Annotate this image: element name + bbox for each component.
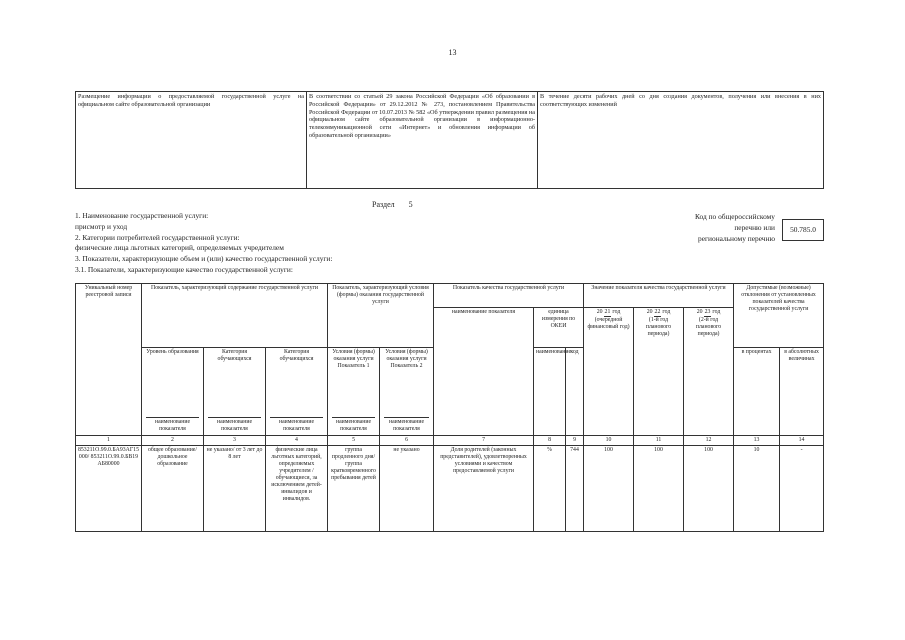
hdr-deviation: Допустимые (возможные) отклонения от установленных показателей качества государственной услуги	[734, 284, 824, 348]
table-row	[76, 445, 824, 531]
line-consumers-value: физические лица льготных категорий, определяемых учредителем	[75, 243, 284, 253]
line-indicators: 3. Показатели, характеризующие объем и (или) качество государственной услуги:	[75, 254, 333, 264]
hdr-quality: Показатель качества государственной услуги	[434, 284, 584, 308]
hdr-unit-name: наименование	[534, 348, 566, 436]
cell-value-1: 100	[584, 445, 634, 531]
cell-category-1: не указано/ от 3 лет до 8 лет	[204, 445, 266, 531]
hdr-absolute: в абсолютных величинах	[780, 348, 824, 436]
info-cell-3: В течение десяти рабочих дней со дня создания документов, получения или внесения в них соответствующих изменений	[538, 92, 824, 189]
service-info	[75, 211, 332, 276]
hdr-value: Значение показателя качества государственной услуги	[584, 284, 734, 308]
cell-category-2: физические лица льготных категорий, определяемых учредителем / обучающиеся, за исключением детей-инвалидов и инвалидов.	[266, 445, 328, 531]
quality-table	[75, 283, 824, 532]
hdr-category-2: Категория обучающихся наименование показателя	[266, 348, 328, 436]
cell-condition-2: не указано	[380, 445, 434, 531]
hdr-indicator-name: наименование показателя	[434, 308, 534, 436]
cell-condition-1: группа продленного дня/ группа кратковременного пребывания детей	[328, 445, 380, 531]
line-service-name-label: 1. Наименование государственной услуги:	[75, 211, 209, 220]
line-consumers-label: 2. Категории потребителей государственной услуги:	[75, 232, 240, 242]
info-table	[75, 91, 824, 189]
cell-value-2: 100	[634, 445, 684, 531]
cell-unique: 853211О.99.0.БА93АГ15000/ 853211О.99.0.БВ19АБ80000	[76, 445, 142, 531]
hdr-category-1: Категория обучающихся наименование показателя	[204, 348, 266, 436]
hdr-year-3: 20 23 год (2-й год планового периода)	[684, 308, 734, 436]
hdr-percent: в процентах	[734, 348, 780, 436]
column-numbers-row: 1 2 3 4 5 6 7 8 9 10 11 12 13 14	[76, 436, 824, 446]
cell-deviation-percent: 10	[734, 445, 780, 531]
line-service-name-value: присмотр и уход	[75, 221, 128, 231]
page-number: 13	[448, 48, 457, 57]
registry-code-box: 50.785.0	[782, 219, 824, 241]
cell-unit: %	[534, 445, 566, 531]
section-heading: Раздел 5	[372, 200, 413, 209]
cell-code: 744	[566, 445, 584, 531]
hdr-year-1: 20 21 год (очередной финансовый год)	[584, 308, 634, 436]
hdr-condition-1: Условия (формы) оказания услуги Показатель 1 наименование показателя	[328, 348, 380, 436]
hdr-unit: единица измерения по ОКЕИ	[534, 308, 584, 348]
hdr-content: Показатель, характеризующий содержание государственной услуги	[142, 284, 328, 348]
registry-code-label: Код по общероссийскому перечню или региональному перечню	[694, 212, 775, 243]
cell-level: общее образование/ дошкольное образование	[142, 445, 204, 531]
hdr-year-2: 20 22 год (1-й год планового периода)	[634, 308, 684, 436]
line-quality-indicators: 3.1. Показатели, характеризующие качество государственной услуги:	[75, 264, 293, 274]
hdr-level: Уровень образования наименование показателя	[142, 348, 204, 436]
hdr-unique-number: Уникальный номер реестровой записи	[76, 284, 142, 436]
hdr-unit-code: код	[566, 348, 584, 436]
hdr-condition-2: Условия (формы) оказания услуги Показатель 2 наименование показателя	[380, 348, 434, 436]
hdr-conditions: Показатель, характеризующий условия (формы) оказания государственной услуги	[328, 284, 434, 348]
cell-indicator: Доля родителей (законных представителей), удовлетворенных условиями и качеством предоставляемой услуги	[434, 445, 534, 531]
info-cell-2: В соответствии со статьей 29 закона Российской Федерации «Об образовании в Российской Федерации» от 29.12.2012 № 273, постановлением Правительства Российской Федерации от 10.07.2013 № 582 «Об утверждении правил размещения на официальном сайте образовательной организации в информационно-телекоммуникационной сети «Интернет» и обновления информации об образовательной организации»	[307, 92, 538, 189]
cell-deviation-absolute: -	[780, 445, 824, 531]
cell-value-3: 100	[684, 445, 734, 531]
info-cell-1: Размещение информации о предоставляемой государственной услуге на официальном сайте образовательной организации	[76, 92, 307, 189]
